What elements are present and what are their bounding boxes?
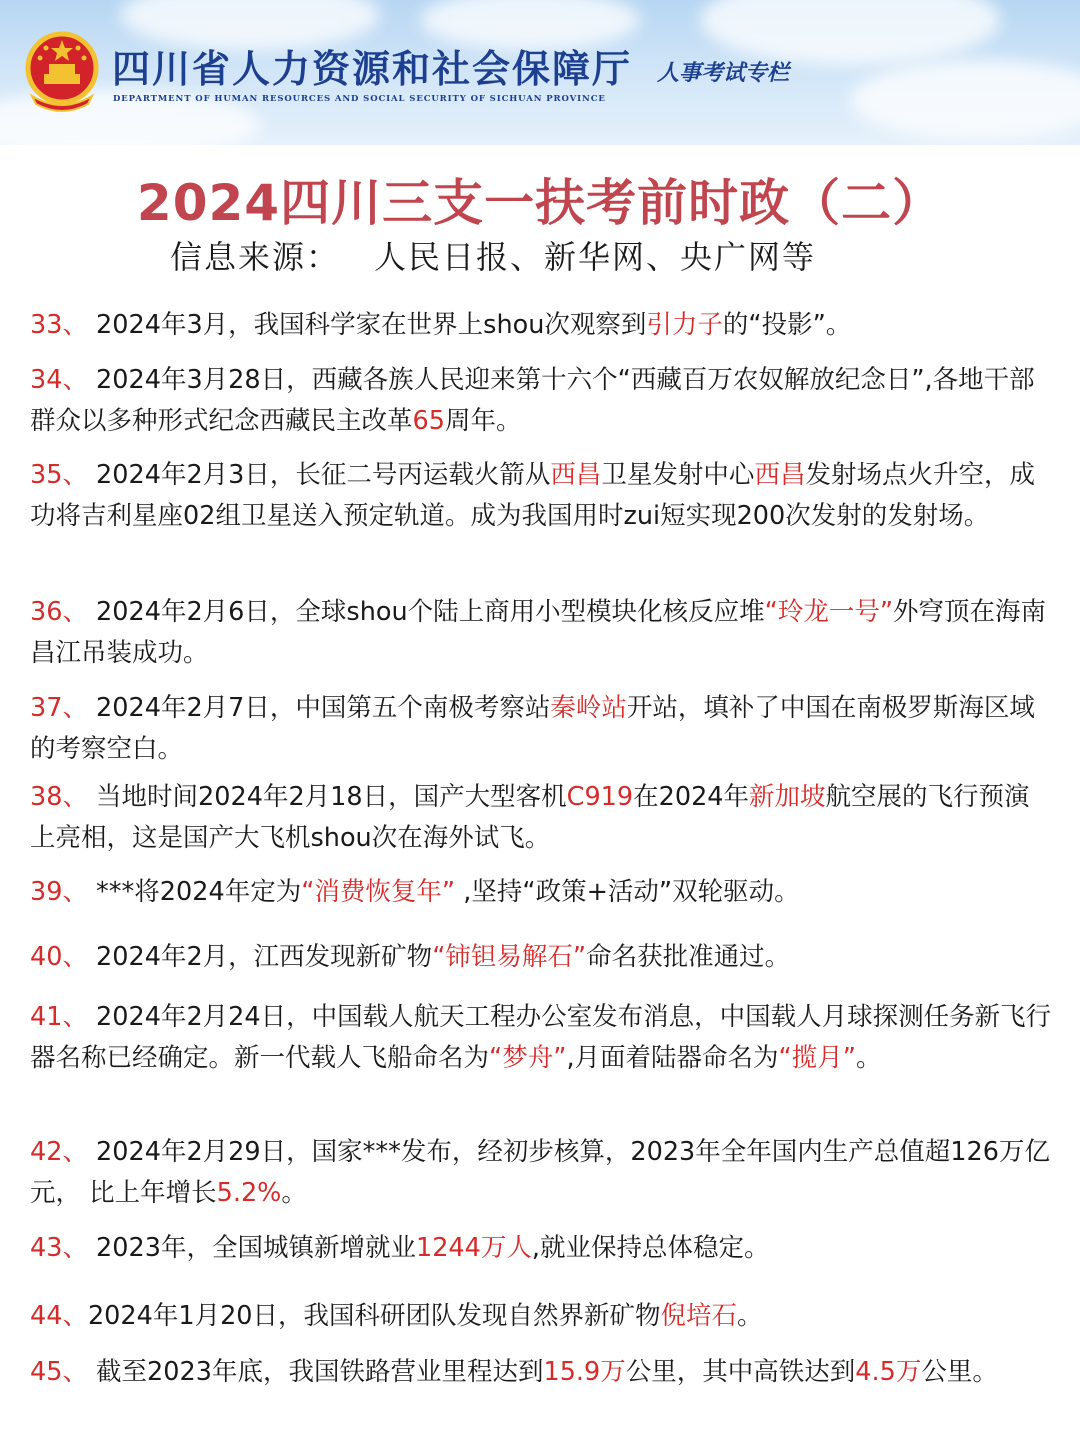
- news-item: [30, 305, 1055, 346]
- item-text: 2024年2月7日，中国第五个南极考察站: [87, 693, 551, 723]
- item-text: ,就业保持总体稳定。: [531, 1233, 770, 1263]
- item-text: 2024年1月20日，我国科研团队发现自然界新矿物: [87, 1301, 661, 1331]
- item-number: 33、: [30, 310, 88, 340]
- item-text: 在2024年: [633, 782, 750, 812]
- highlight-text: 倪培石: [660, 1301, 738, 1331]
- item-text: 。: [281, 1178, 307, 1208]
- item-text: 开站，填补了中国在南极罗斯海区域的考察空白。: [30, 693, 1035, 764]
- news-item: [30, 937, 1055, 978]
- org-name: 四川省人力资源和社会保障厅: [112, 46, 633, 91]
- highlight-text: “揽月”: [778, 1043, 856, 1073]
- highlight-text: “铈钽易解石”: [432, 942, 587, 972]
- item-text: 命名获批准通过。: [586, 942, 791, 972]
- column-label: 人事考试专栏: [657, 61, 790, 86]
- header-banner: [0, 0, 1080, 145]
- highlight-text: C919: [566, 782, 634, 812]
- item-number: 36、: [30, 597, 88, 627]
- highlight-text: 15.9万: [543, 1357, 626, 1387]
- item-text: 2023年，全国城镇新增就业: [87, 1233, 416, 1263]
- news-item: [30, 455, 1055, 537]
- item-text: 2024年2月29日，国家***发布，经初步核算，2023年全年国内生产总值超126万亿元， 比上年增长: [30, 1137, 1050, 1208]
- item-number: 38、: [30, 782, 88, 812]
- item-text: 公里。: [921, 1357, 998, 1387]
- item-text: 周年。: [444, 406, 522, 436]
- item-text: 公里，其中高铁达到: [625, 1357, 856, 1387]
- item-number: 44、: [30, 1301, 88, 1331]
- item-text: 2024年2月24日，中国载人航天工程办公室发布消息，中国载人月球探测任务新飞行器名称已经确定。新一代载人飞船命名为: [30, 1002, 1052, 1073]
- highlight-text: “消费恢复年”: [301, 877, 456, 907]
- highlight-text: 4.5万: [855, 1357, 922, 1387]
- item-text: 外穹顶在海南昌江吊装成功。: [30, 597, 1047, 668]
- item-text: ,坚持“政策+活动”双轮驱动。: [455, 877, 800, 907]
- org-name-en: DEPARTMENT OF HUMAN RESOURCES AND SOCIAL SECURITY OF SICHUAN PROVINCE: [113, 94, 606, 104]
- news-item: [30, 1296, 1055, 1337]
- item-number: 40、: [30, 942, 88, 972]
- item-text: 发射场点火升空，成功将吉利星座02组卫星送入预定轨道。成为我国用时zui短实现200次发射的发射场。: [30, 460, 1035, 531]
- item-number: 37、: [30, 693, 88, 723]
- item-text: 航空展的飞行预演上亮相，这是国产大飞机shou次在海外试飞。: [30, 782, 1030, 853]
- highlight-text: 引力子: [646, 310, 723, 340]
- highlight-text: 西昌: [550, 460, 602, 490]
- item-text: 当地时间2024年2月18日，国产大型客机: [87, 782, 567, 812]
- item-number: 43、: [30, 1233, 88, 1263]
- item-number: 35、: [30, 460, 88, 490]
- news-item: [30, 1228, 1055, 1269]
- news-item: [30, 688, 1055, 770]
- item-text: 的“投影”。: [722, 310, 852, 340]
- news-item: [30, 777, 1055, 859]
- item-number: 42、: [30, 1137, 88, 1167]
- item-text: ,月面着陆器命名为: [566, 1043, 779, 1073]
- item-number: 34、: [30, 365, 88, 395]
- highlight-text: 5.2%: [216, 1178, 282, 1208]
- item-text: 2024年3月28日，西藏各族人民迎来第十六个“西藏百万农奴解放纪念日”,各地干部群众以多种形式纪念西藏民主改革: [30, 365, 1035, 436]
- item-text: 2024年2月3日，长征二号丙运载火箭从: [87, 460, 551, 490]
- highlight-text: 秦岭站: [550, 693, 627, 723]
- highlight-text: 新加坡: [749, 782, 826, 812]
- source-label: 信息来源：: [170, 238, 341, 276]
- source-value: 人民日报、新华网、央广网等: [374, 238, 817, 276]
- news-item: [30, 592, 1055, 674]
- item-text: 2024年2月6日，全球shou个陆上商用小型模块化核反应堆: [87, 597, 765, 627]
- item-text: 2024年3月，我国科学家在世界上shou次观察到: [87, 310, 647, 340]
- highlight-text: “玲龙一号”: [764, 597, 894, 627]
- item-number: 45、: [30, 1357, 88, 1387]
- page-title: 2024四川三支一扶考前时政（二）: [136, 174, 944, 232]
- news-item: [30, 997, 1055, 1079]
- news-item: [30, 1132, 1055, 1214]
- national-emblem-icon: [22, 30, 102, 114]
- news-item: [30, 1352, 1055, 1393]
- item-text: 。: [855, 1043, 882, 1073]
- news-item: [30, 872, 1055, 913]
- item-text: 卫星发射中心: [601, 460, 755, 490]
- highlight-text: “梦舟”: [489, 1043, 567, 1073]
- item-text: 2024年2月，江西发现新矿物: [87, 942, 433, 972]
- source-line: [170, 232, 816, 278]
- highlight-text: 1244万人: [415, 1233, 532, 1263]
- item-number: 41、: [30, 1002, 88, 1032]
- item-text: 截至2023年底，我国铁路营业里程达到: [87, 1357, 544, 1387]
- highlight-text: 西昌: [754, 460, 806, 490]
- item-text: ***将2024年定为: [87, 877, 302, 907]
- item-text: 。: [737, 1301, 763, 1331]
- item-number: 39、: [30, 877, 88, 907]
- highlight-text: 65: [412, 406, 445, 436]
- news-item: [30, 360, 1055, 442]
